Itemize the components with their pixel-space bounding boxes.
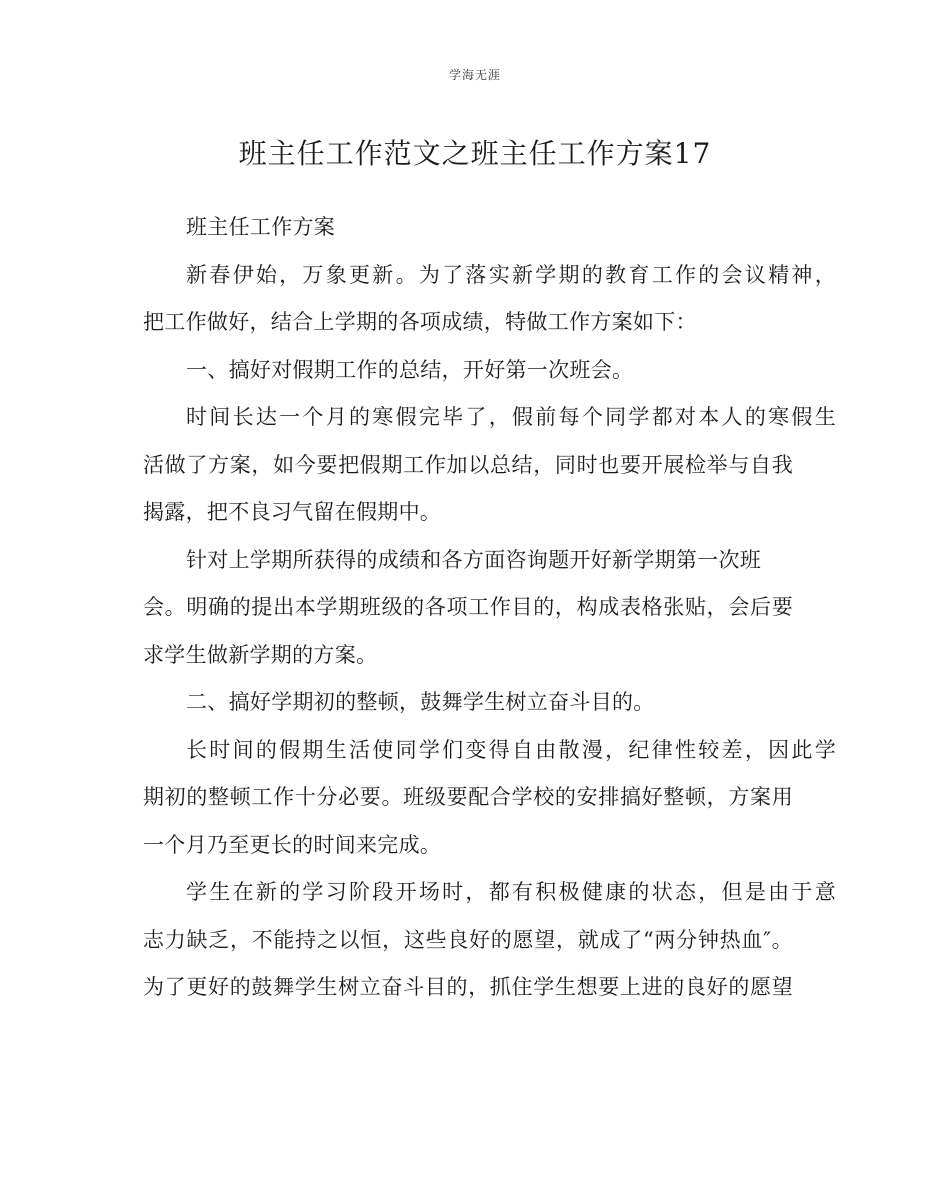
paragraph-line: 期初的整顿工作十分必要。班级要配合学校的安排搞好整顿，方案用 [143,785,793,809]
paragraph-line: 把工作做好，结合上学期的各项成绩，特做工作方案如下： [143,310,697,334]
section-heading: 班主任工作方案 [186,215,336,239]
paragraph-line: 一个月乃至更长的时间来完成。 [143,832,442,857]
paragraph-line: 针对上学期所获得的成绩和各方面咨询题开好新学期第一次班 [186,547,762,572]
header-watermark: 学海无涯 [448,68,501,82]
paragraph-line: 新春伊始，万象更新。为了落实新学期的教育工作的会议精神， [186,262,836,287]
paragraph-line: 求学生做新学期的方案。 [143,642,378,667]
paragraph-line: 为了更好的鼓舞学生树立奋斗目的，抓住学生想要上进的良好的愿望 [143,975,793,999]
paragraph-line: 活做了方案，如今要把假期工作加以总结，同时也要开展检举与自我 [143,452,793,477]
section-heading: 一、搞好对假期工作的总结，开好第一次班会。 [186,357,634,382]
document-title: 班主任工作范文之班主任工作方案17 [238,137,712,170]
paragraph-line: 会。明确的提出本学期班级的各项工作目的，构成表格张贴，会后要 [143,595,793,619]
section-heading: 二、搞好学期初的整顿，鼓舞学生树立奋斗目的。 [186,690,655,714]
document-body [143,215,836,1024]
paragraph-line: 志力缺乏，不能持之以恒，这些良好的愿望，就成了“两分钟热血″。 [143,927,793,952]
paragraph-line: 揭露，把不良习气留在假期中。 [143,500,442,524]
paragraph-line: 时间长达一个月的寒假完毕了，假前每个同学都对本人的寒假生 [186,405,836,429]
paragraph-line: 长时间的假期生活使同学们变得自由散漫，纪律性较差，因此学 [186,737,836,762]
paragraph-line: 学生在新的学习阶段开场时，都有积极健康的状态，但是由于意 [186,880,836,904]
